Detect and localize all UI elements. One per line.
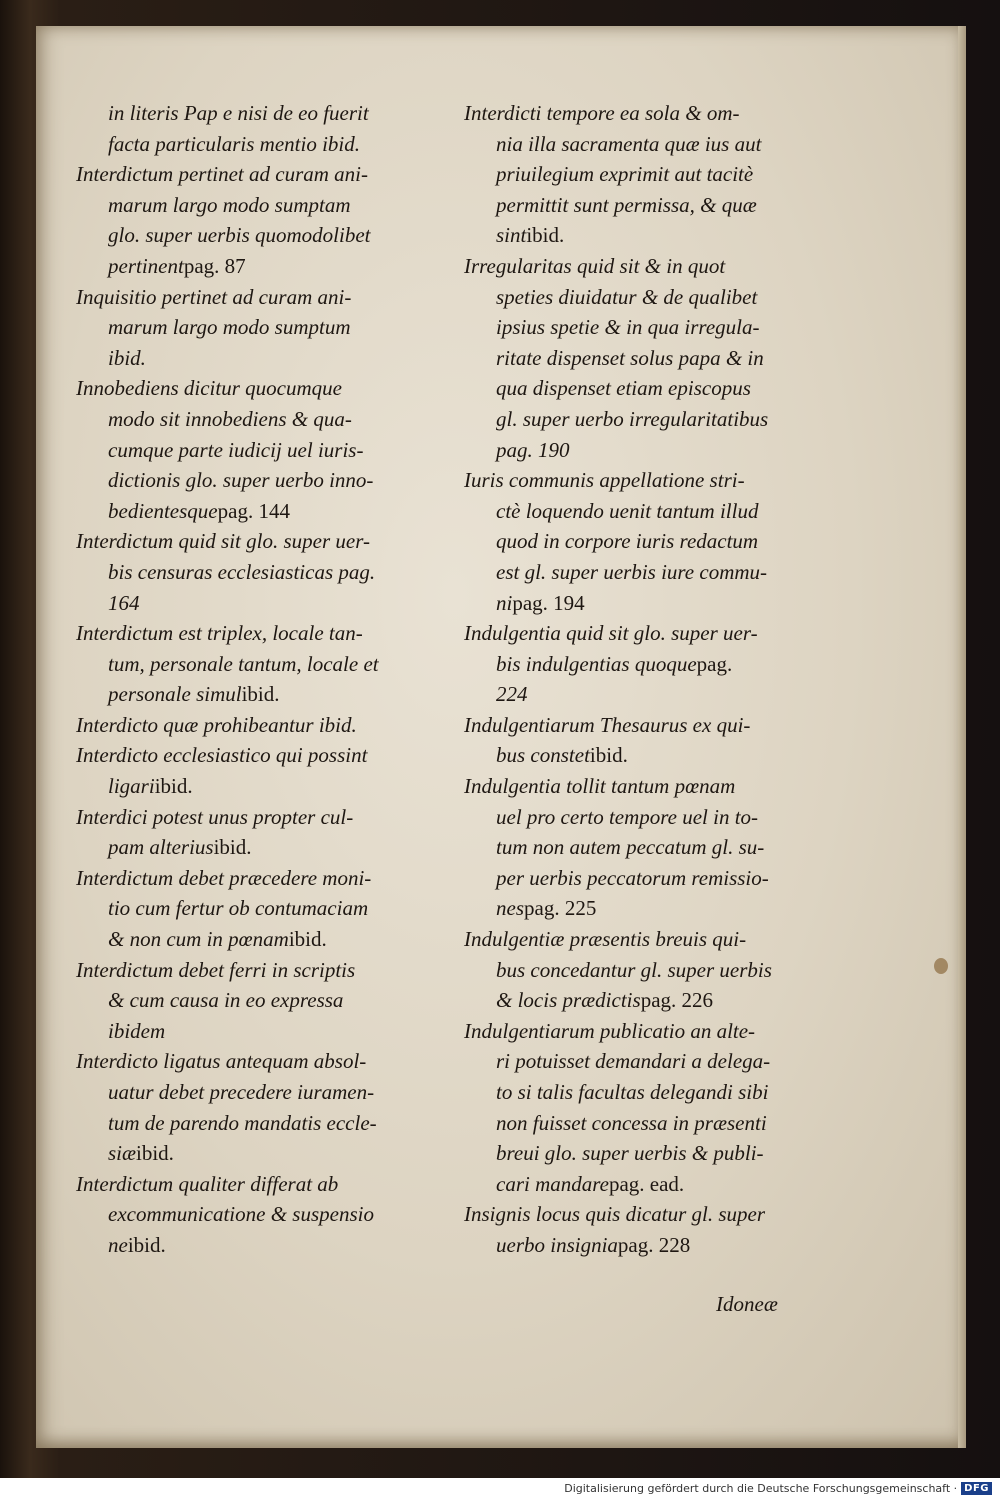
entry-text: bedientesque — [108, 498, 218, 523]
entry-line — [464, 1169, 839, 1200]
page-reference: pag. 225 — [524, 896, 597, 921]
entry-line: Interdicto quæ prohibeantur ibid. — [76, 712, 357, 737]
entry-line — [76, 1138, 451, 1169]
catchword: Idoneæ — [716, 1292, 778, 1316]
entry-line: Interdictum debet ferri in scriptis — [76, 957, 356, 982]
index-entry — [76, 159, 451, 281]
entry-text: bis indulgentias quoque — [496, 651, 697, 676]
index-entry — [76, 955, 451, 1047]
ink-stain — [934, 958, 948, 974]
page-reference: ibid. — [589, 743, 628, 768]
entry-line: ibid. — [108, 345, 146, 370]
entry-line: tio cum fertur ob contumaciam — [108, 896, 369, 921]
index-entry — [464, 465, 839, 618]
page-reference: ibid. — [241, 682, 280, 707]
entry-text: 224 — [496, 682, 528, 707]
entry-line — [76, 832, 451, 863]
entry-text: sint — [496, 223, 527, 248]
page-reference: pag. 228 — [617, 1232, 691, 1257]
index-entry — [464, 251, 839, 465]
page-reference: ibid. — [154, 774, 193, 799]
entry-line: ipsius spetie & in qua irregula- — [496, 315, 760, 340]
entry-line: tum non autem peccatum gl. su- — [496, 835, 765, 860]
entry-line — [464, 740, 839, 771]
index-entry — [464, 1199, 839, 1260]
entry-line: Interdictum debet præcedere moni- — [76, 865, 372, 890]
entry-line: Interdictum est triplex, locale tan- — [76, 621, 363, 646]
entry-line: uel pro certo tempore uel in to- — [496, 804, 759, 829]
entry-line: glo. super uerbis quomodolibet — [108, 223, 371, 248]
entry-line: breui glo. super uerbis & publi- — [496, 1141, 764, 1166]
entry-line: facta particularis mentio ibid. — [108, 131, 360, 156]
entry-line: Irregularitas quid sit & in quot — [464, 253, 726, 278]
entry-line — [464, 893, 839, 924]
entry-line: Iuris communis appellatione stri- — [464, 468, 745, 493]
entry-line: Interdicti tempore ea sola & om- — [464, 101, 740, 125]
page-reference: pag. 87 — [183, 253, 246, 278]
entry-line: Interdictum quid sit glo. super uer- — [76, 529, 370, 554]
entry-line: ctè loquendo uenit tantum illud — [496, 498, 759, 523]
entry-line: marum largo modo sumptam — [108, 192, 351, 217]
index-entry — [76, 710, 451, 741]
page-reference: ibid. — [288, 927, 327, 952]
entry-text: personale simul — [108, 682, 242, 707]
entry-line: priuilegium exprimit aut tacitè — [496, 162, 754, 187]
page-reference: ibid. — [526, 223, 565, 248]
entry-line: & cum causa in eo expressa — [108, 988, 344, 1013]
entry-line: dictionis glo. super uerbo inno- — [108, 468, 374, 493]
entry-line: Indulgentiarum publicatio an alte- — [464, 1018, 756, 1043]
entry-line: Interdicto ligatus antequam absol- — [76, 1049, 367, 1074]
entry-line: Indulgentiarum Thesaurus ex qui- — [464, 712, 751, 737]
dfg-logo: DFG — [961, 1482, 992, 1495]
page-edge — [958, 26, 966, 1448]
entry-line: in literis Pap e nisi de eo fuerit — [108, 101, 369, 125]
entry-line: Indulgentia tollit tantum pœnam — [464, 774, 736, 799]
index-entry — [76, 618, 451, 710]
entry-line: Interdici potest unus propter cul- — [76, 804, 354, 829]
index-entry — [76, 282, 451, 374]
entry-line: bis censuras ecclesiasticas pag. — [108, 559, 376, 584]
page-reference: pag. ead. — [608, 1171, 685, 1196]
entry-line: ri potuisset demandari a delega- — [496, 1049, 771, 1074]
index-entry — [464, 710, 839, 771]
entry-line: bus concedantur gl. super uerbis — [496, 957, 772, 982]
entry-line: tum, personale tantum, locale et — [108, 651, 379, 676]
entry-line: permittit sunt permissa, & quæ — [496, 192, 757, 217]
entry-line — [464, 985, 839, 1016]
entry-line — [464, 679, 839, 710]
entry-line: quod in corpore iuris redactum — [496, 529, 759, 554]
entry-line: Indulgentia quid sit glo. super uer- — [464, 621, 758, 646]
index-entry — [464, 618, 839, 710]
entry-text: pertinent — [108, 253, 184, 278]
entry-line: marum largo modo sumptum — [108, 315, 351, 340]
entry-text: cari mandare — [496, 1171, 609, 1196]
entry-line — [76, 496, 451, 527]
entry-line — [76, 679, 451, 710]
entry-line: non fuisset concessa in præsenti — [496, 1110, 767, 1135]
page-reference: ibid. — [136, 1141, 174, 1166]
entry-text: ni — [496, 590, 513, 615]
entry-line: modo sit innobediens & qua- — [108, 406, 352, 431]
entry-text: ligari — [108, 774, 155, 799]
index-entry — [464, 771, 839, 924]
entry-line: Inquisitio pertinet ad curam ani- — [76, 284, 352, 309]
entry-line: cumque parte iudicij uel iuris- — [108, 437, 364, 462]
entry-line: Interdicto ecclesiastico qui possint — [76, 743, 368, 768]
entry-line — [76, 771, 451, 802]
entry-text: pam alterius — [108, 835, 214, 860]
index-entry — [464, 98, 839, 251]
index-entry — [464, 1016, 839, 1200]
footer-bar — [0, 1478, 1000, 1498]
index-column-left — [76, 98, 451, 1261]
entry-line: Innobediens dicitur quocumque — [76, 376, 342, 401]
index-entry — [76, 802, 451, 863]
entry-line: uatur debet precedere iuramen- — [108, 1080, 375, 1104]
entry-line: ritate dispenset solus papa & in — [496, 345, 764, 370]
page-reference: pag. 194 — [512, 590, 585, 615]
entry-line — [464, 1230, 839, 1261]
entry-line: ibidem — [108, 1018, 166, 1043]
entry-text: uerbo insignia — [496, 1232, 618, 1257]
entry-line: Insignis locus quis dicatur gl. super — [464, 1202, 766, 1227]
book-page — [36, 26, 966, 1448]
entry-line: 164 — [108, 590, 140, 615]
entry-line: nia illa sacramenta quæ ius aut — [496, 131, 762, 156]
entry-line: excommunicatione & suspensio — [108, 1202, 374, 1227]
entry-line — [76, 251, 451, 282]
entry-text: nes — [496, 896, 524, 921]
entry-line — [464, 588, 839, 619]
index-entry — [76, 740, 451, 801]
entry-text: bus constet — [496, 743, 590, 768]
index-entry — [76, 526, 451, 618]
index-entry — [464, 924, 839, 1016]
entry-line — [76, 924, 451, 955]
page-reference: pag. — [696, 651, 733, 676]
index-entry — [76, 863, 451, 955]
entry-line: per uerbis peccatorum remissio- — [496, 865, 769, 890]
entry-text: siæ — [108, 1141, 137, 1166]
index-entry — [76, 1169, 451, 1261]
page-reference: pag. 144 — [217, 498, 290, 523]
entry-text: ne — [108, 1232, 128, 1257]
entry-line — [464, 220, 839, 251]
index-entry — [76, 373, 451, 526]
entry-line: tum de parendo mandatis eccle- — [108, 1110, 377, 1135]
entry-line: pag. 190 — [496, 437, 570, 462]
page-reference: ibid. — [213, 835, 252, 860]
entry-line: est gl. super uerbis iure commu- — [496, 559, 768, 584]
entry-text: & locis prædictis — [496, 988, 641, 1013]
entry-line: speties diuidatur & de qualibet — [496, 284, 758, 309]
entry-line: Interdictum pertinet ad curam ani- — [76, 162, 369, 187]
entry-text: & non cum in pœnam — [108, 927, 289, 952]
index-entry — [76, 98, 451, 159]
entry-line: Interdictum qualiter differat ab — [76, 1171, 339, 1196]
entry-line: qua dispenset etiam episcopus — [496, 376, 751, 401]
entry-line — [76, 1230, 451, 1261]
entry-line — [464, 649, 839, 680]
index-entry — [76, 1046, 451, 1168]
index-column-right — [464, 98, 839, 1261]
entry-line: gl. super uerbo irregularitatibus — [496, 406, 769, 431]
page-reference: pag. 226 — [640, 988, 714, 1013]
entry-line: to si talis facultas delegandi sibi — [496, 1080, 769, 1104]
page-reference: ibid. — [127, 1232, 166, 1257]
footer-text: Digitalisierung gefördert durch die Deutsche Forschungsgemeinschaft · — [564, 1481, 958, 1495]
entry-line: Indulgentiæ præsentis breuis qui- — [464, 927, 747, 952]
